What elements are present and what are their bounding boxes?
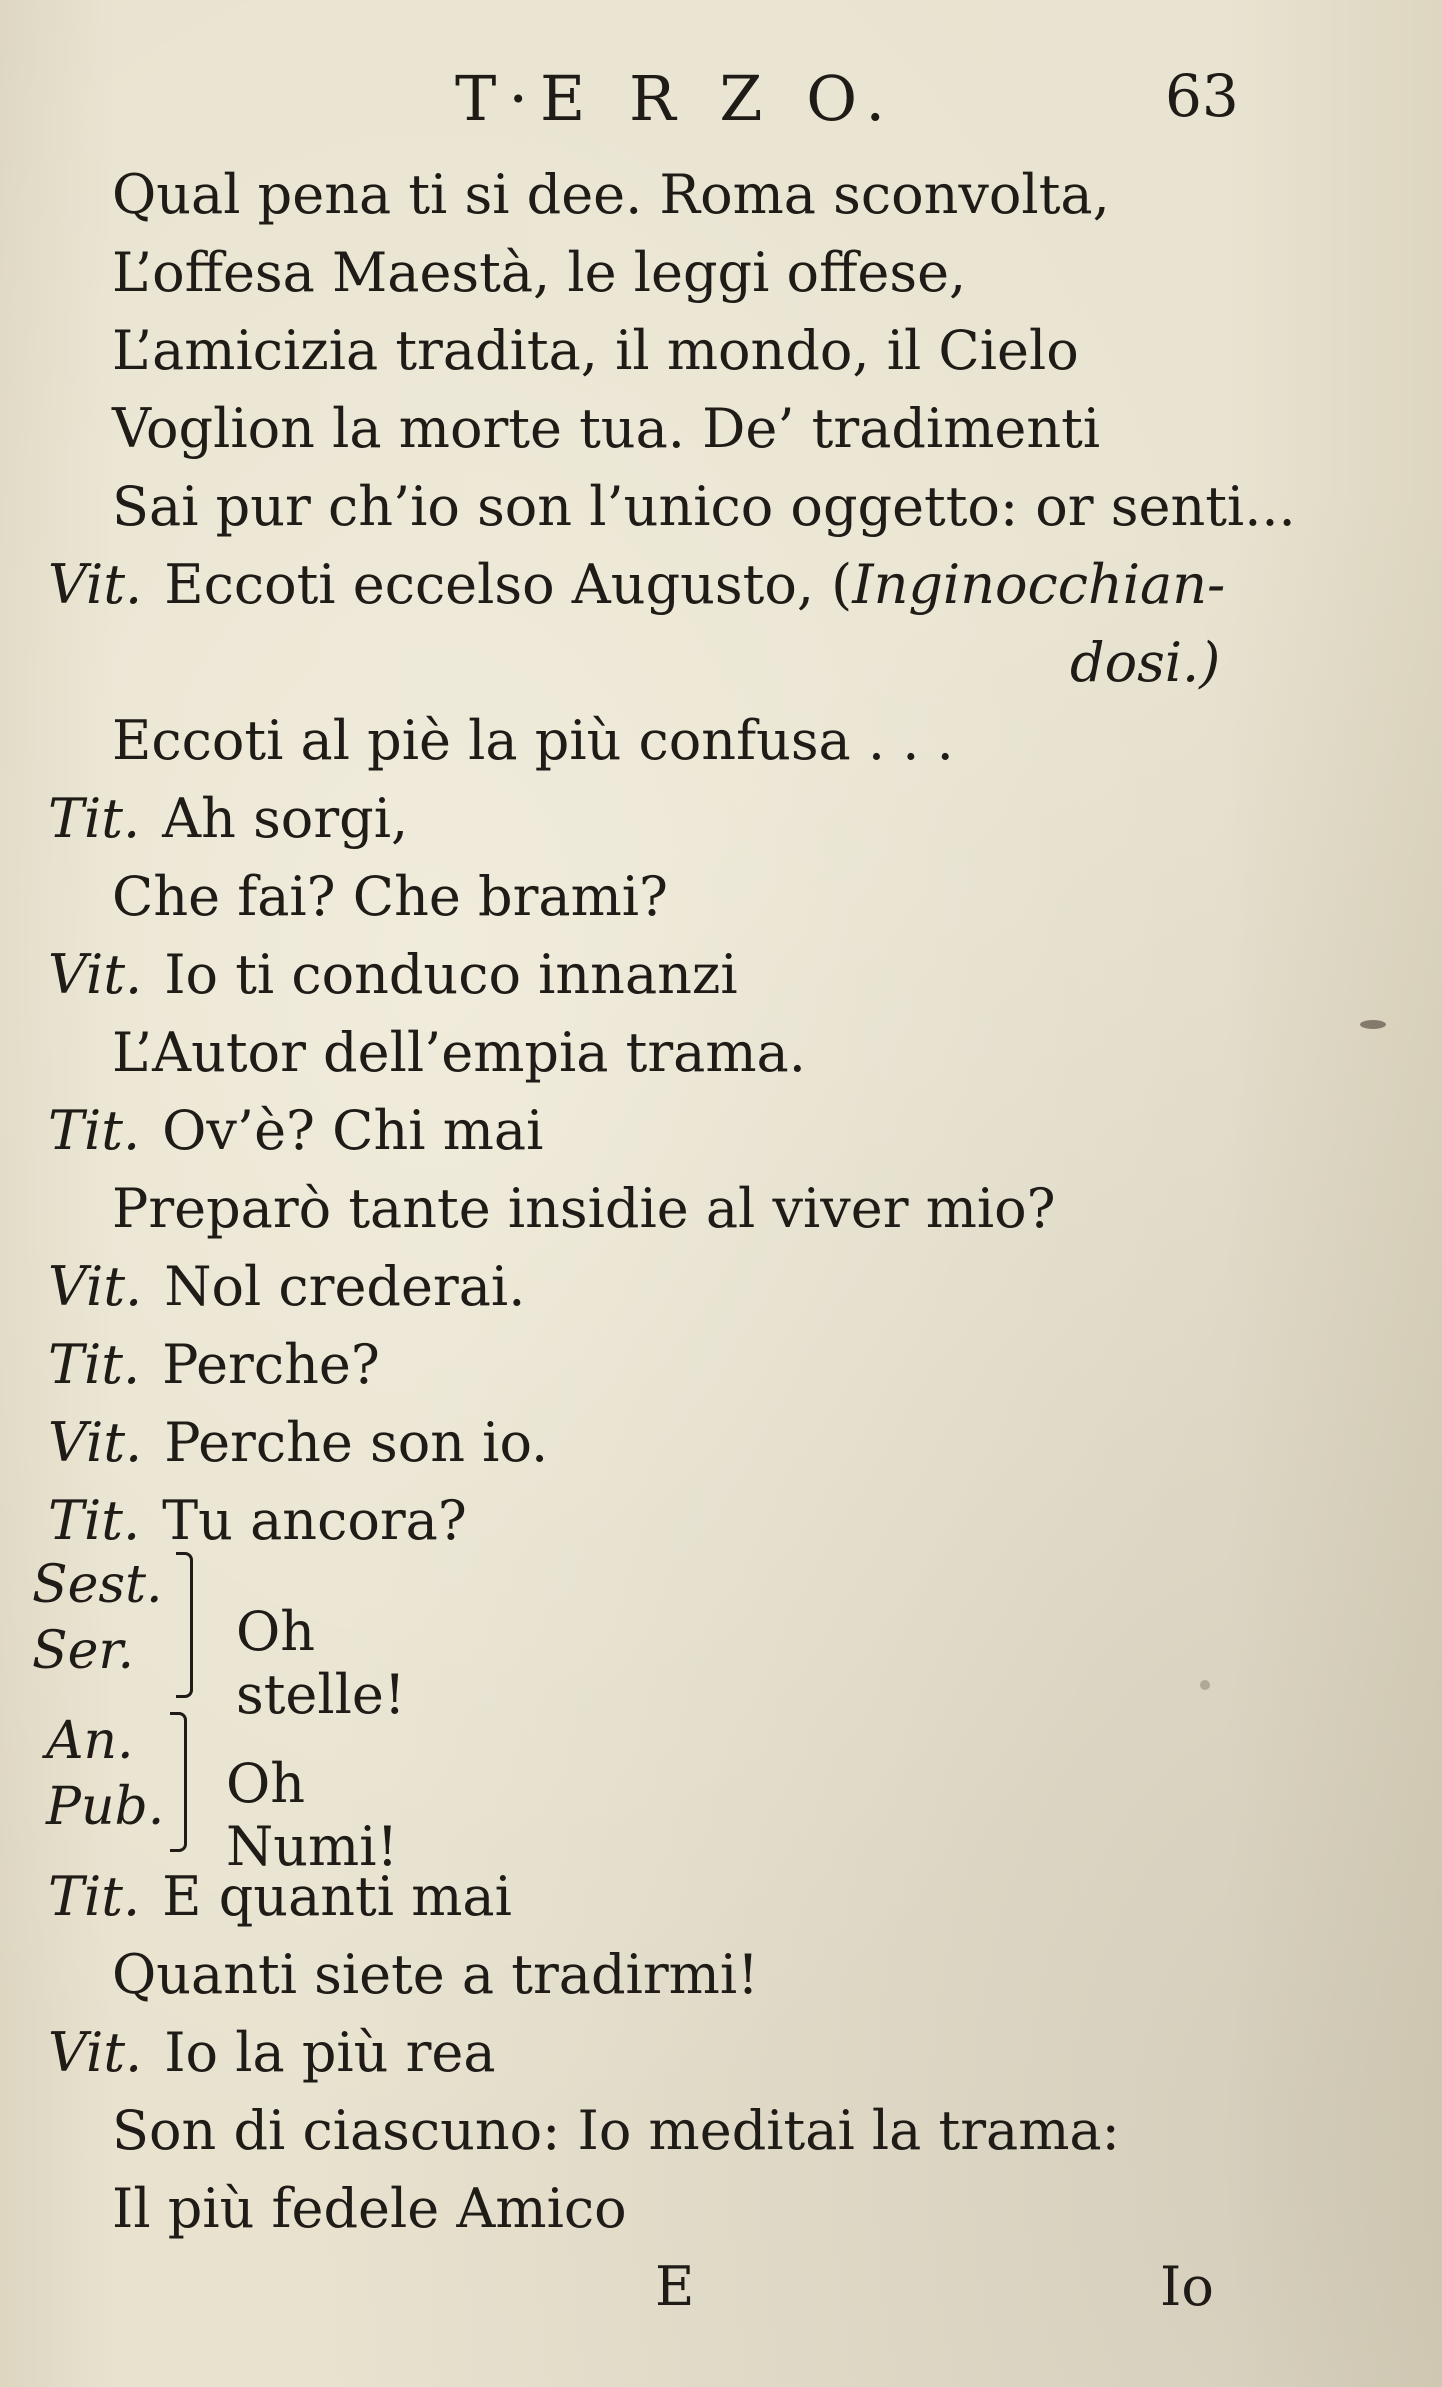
- verse-text: L’Autor dell’empia trama.: [112, 1021, 806, 1084]
- verse-text: Voglion la morte tua. De’ tradimenti: [112, 397, 1101, 460]
- speaker-label: Vit.: [48, 2021, 143, 2084]
- verse-line: [112, 319, 1079, 382]
- verse-line: [112, 397, 1101, 460]
- verse-line: [112, 709, 954, 772]
- speaker-label: Vit.: [48, 553, 143, 616]
- verse-text: Il più fedele Amico: [112, 2177, 627, 2240]
- speaker-label: Tit.: [48, 1865, 141, 1928]
- verse-line: [48, 2021, 496, 2084]
- verse-text: L’offesa Maestà, le leggi offese,: [112, 241, 967, 304]
- stage-direction: Inginocchian-: [852, 553, 1226, 616]
- speaker-label: Tit.: [48, 1489, 141, 1552]
- verse-text: Qual pena ti si dee. Roma sconvolta,: [112, 163, 1110, 226]
- verse-line: [48, 943, 738, 1006]
- verse-text: Perche son io.: [164, 1411, 549, 1474]
- verse-text: Oh stelle!: [236, 1600, 406, 1726]
- verse-text: Quanti siete a tradirmi!: [112, 1943, 759, 2006]
- speaker-label: Vit.: [48, 943, 143, 1006]
- verse-text: Eccoti al piè la più confusa . . .: [112, 709, 954, 772]
- verse-text: Sai pur ch’io son l’unico oggetto: or senti...: [112, 475, 1296, 538]
- verse-line: [48, 1099, 544, 1162]
- verse-text: Preparò tante insidie al viver mio?: [112, 1177, 1056, 1240]
- verse-text: Perche?: [162, 1333, 380, 1396]
- verse-text: Nol crederai.: [164, 1255, 526, 1318]
- verse-text: Oh Numi!: [226, 1752, 399, 1878]
- stage-direction: dosi.): [1070, 631, 1221, 694]
- verse-line: [48, 1411, 549, 1474]
- verse-text: Io la più rea: [164, 2021, 496, 2084]
- verse-line: [112, 475, 1296, 538]
- speaker-label: Tit.: [48, 1099, 141, 1162]
- verse-line: [112, 241, 967, 304]
- speaker-label: Sest.: [32, 1555, 163, 1615]
- page-number: 63: [1165, 62, 1239, 130]
- verse-text: Tu ancora?: [162, 1489, 467, 1552]
- verse-text: Ah sorgi,: [162, 787, 409, 850]
- catchword: Io: [1160, 2255, 1214, 2318]
- verse-line: [112, 2177, 627, 2240]
- verse-line: [48, 1865, 512, 1928]
- verse-line: [112, 1943, 759, 2006]
- ink-blot: [1360, 1020, 1386, 1029]
- brace-bracket: [170, 1712, 187, 1852]
- speaker-names: [46, 1708, 164, 1840]
- verse-line: [112, 2099, 1120, 2162]
- speaker-label: An.: [46, 1711, 134, 1771]
- verse-line: [48, 787, 409, 850]
- speaker-label: Tit.: [48, 787, 141, 850]
- verse-line: [112, 163, 1110, 226]
- verse-line: [1070, 631, 1221, 694]
- speaker-label: Ser.: [32, 1621, 135, 1681]
- verse-line: [112, 1021, 806, 1084]
- verse-text: E quanti mai: [162, 1865, 512, 1928]
- speaker-label: Vit.: [48, 1255, 143, 1318]
- verse-line: [48, 1489, 467, 1552]
- verse-text: Che fai? Che brami?: [112, 865, 669, 928]
- speaker-names: [32, 1552, 163, 1684]
- verse-text: Eccoti eccelso Augusto, (: [164, 553, 853, 616]
- verse-text: Io ti conduco innanzi: [164, 943, 738, 1006]
- verse-line: [112, 865, 669, 928]
- ink-blot: [1200, 1680, 1210, 1690]
- verse-text: Son di ciascuno: Io meditai la trama:: [112, 2099, 1120, 2162]
- verse-line: [112, 1177, 1056, 1240]
- speaker-label: Pub.: [46, 1777, 165, 1837]
- verse-text: L’amicizia tradita, il mondo, il Cielo: [112, 319, 1079, 382]
- signature-mark: E: [655, 2255, 695, 2318]
- verse-line: [48, 1333, 380, 1396]
- brace-bracket: [176, 1552, 193, 1698]
- verse-line: [48, 1255, 526, 1318]
- running-head: T·E R Z O.: [455, 62, 898, 135]
- verse-line: [48, 553, 1226, 616]
- verse-text: Ov’è? Chi mai: [162, 1099, 544, 1162]
- speaker-label: Vit.: [48, 1411, 143, 1474]
- speaker-label: Tit.: [48, 1333, 141, 1396]
